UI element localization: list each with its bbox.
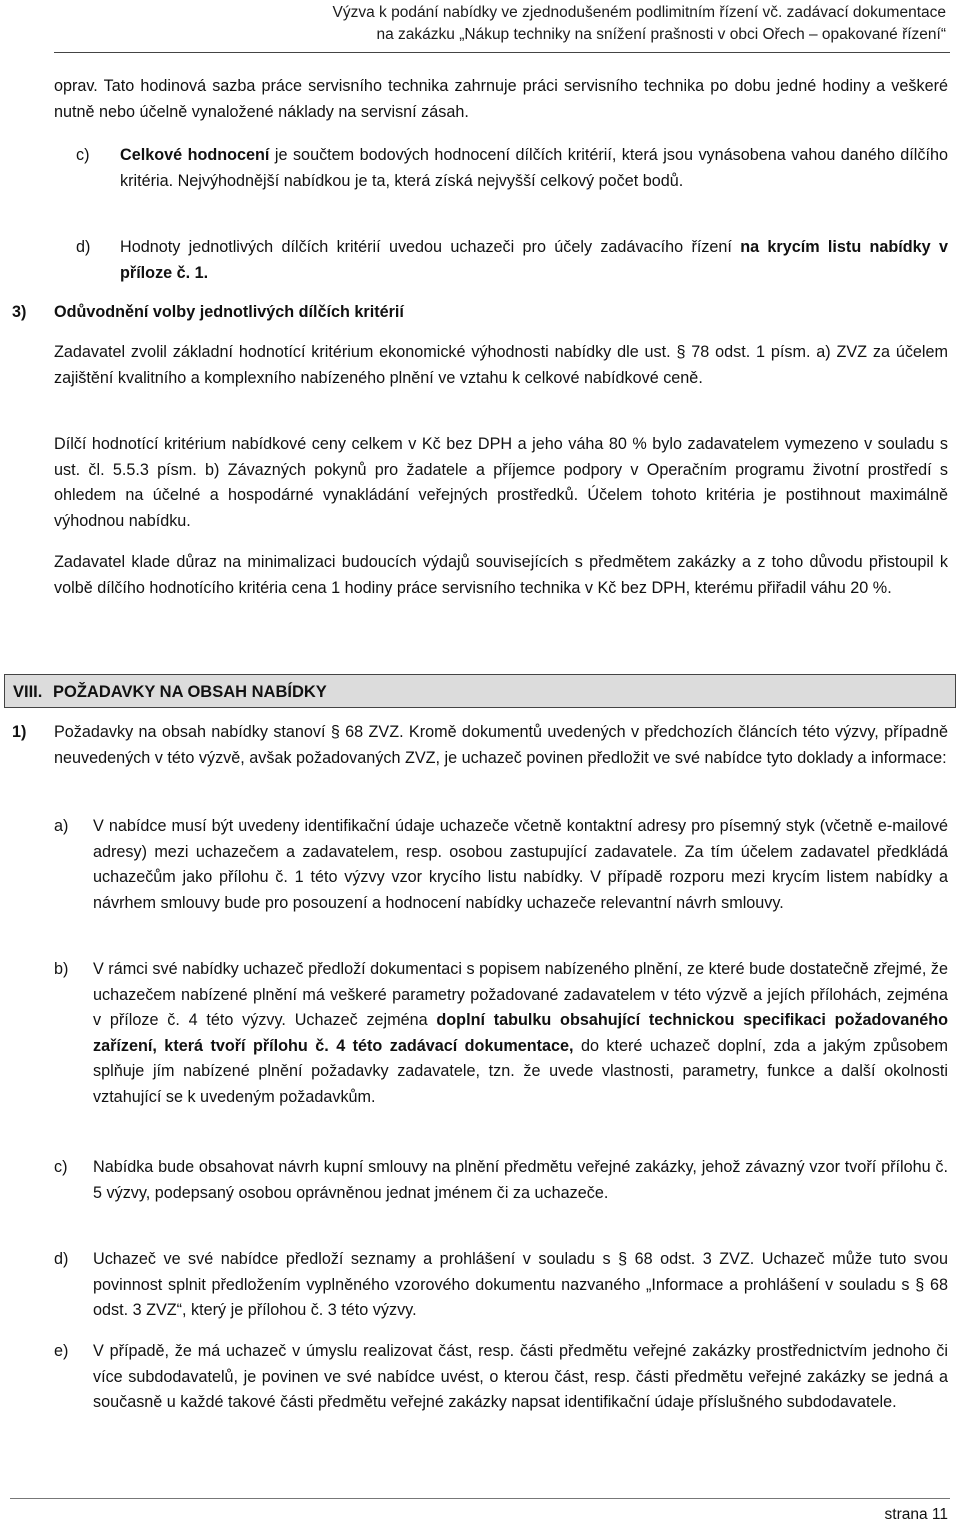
section-3-number: 3)	[12, 303, 27, 321]
requirement-c	[54, 1155, 948, 1235]
page-header	[333, 2, 946, 46]
section-3-paragraph-2	[54, 432, 948, 534]
header-line-2: na zakázku „Nákup techniky na snížení prašnosti v obci Ořech – opakované řízení“	[376, 26, 946, 43]
requirement-e	[54, 1339, 948, 1449]
intro-text: oprav. Tato hodinová sazba práce servisního technika zahrnuje práci servisního technika po dobu jedné hodiny a veškeré nutně nebo účelně vynaložené náklady na servisní zásah.	[54, 77, 948, 121]
section-3-p2-text: Dílčí hodnotící kritérium nabídkové ceny celkem v Kč bez DPH a jeho váha 80 % bylo zadavatelem vymezeno v souladu s ust. čl. 5.5.3 písm. b) Závazných pokynů pro žadatele a příjemce podpory v Operačním programu životní prostředí s ohledem na účelné a hospodárné vynakládání veřejných prostředků. Účelem tohoto kritéria je postihnout maximálně výhodnou nabídku.	[54, 435, 948, 530]
item-d-label: d)	[76, 238, 91, 256]
req-b-text-1: V rámci své nabídky uchazeč předloží dokumentaci s popisem nabízeného plnění, ze které bude dostatečně zřejmé, že uchazečem nabízené plnění má veškeré parametry požadované zadavatelem v této výzvě a jejích přílohách, zejména v příloze č. 4 této výzvy. Uchazeč zejména	[93, 960, 948, 1029]
item-d-bold: na krycím listu nabídky v příloze č. 1.	[120, 238, 948, 282]
section-3-title: Odůvodnění volby jednotlivých dílčích kritérií	[54, 303, 404, 321]
req-a-label: a)	[54, 817, 69, 835]
requirement-a	[54, 814, 948, 944]
req-a-text: V nabídce musí být uvedeny identifikační údaje uchazeče včetně kontaktní adresy pro písemný styk (včetně e-mailové adresy) mezi uchazečem a zadavatelem, resp. osobou zastupující zadavatele. Za tím účelem zadavatel předkládá uchazečům jako přílohu č. 1 této výzvy vzor krycího listu nabídky. V případě rozporu mezi krycím listem nabídky a návrhem smlouvy bude pro posouzení a hodnocení nabídky uchazeče relevantní návrh smlouvy.	[93, 817, 948, 912]
req-e-label: e)	[54, 1342, 69, 1360]
criteria-item-c	[76, 143, 948, 223]
item-c-label: c)	[76, 146, 90, 164]
section-8-title: POŽADAVKY NA OBSAH NABÍDKY	[53, 683, 327, 701]
section-3-paragraph-3	[54, 550, 948, 601]
req-1-label: 1)	[12, 723, 27, 741]
header-line-1: Výzva k podání nabídky ve zjednodušeném podlimitním řízení vč. zadávací dokumentace	[332, 4, 946, 21]
req-b-bold: doplní tabulku obsahující technickou specifikaci požadovaného zařízení, která tvoří přílohu č. 4 této zadávací dokumentace,	[93, 1011, 948, 1055]
intro-paragraph	[54, 74, 948, 125]
section-8-heading-bar	[4, 674, 956, 708]
section-3-p3-text: Zadavatel klade důraz na minimalizaci budoucích výdajů souvisejících s předmětem zakázky a z toho důvodu přistoupil k volbě dílčího hodnotícího kritéria cena 1 hodiny práce servisního technika v Kč bez DPH, kterému přiřadil váhu 20 %.	[54, 553, 948, 597]
req-d-label: d)	[54, 1250, 69, 1268]
req-c-label: c)	[54, 1158, 68, 1176]
req-b-text-2: do které uchazeč doplní, zda a jakým způsobem splňuje jím nabízené plnění požadavky zadavatele, tzn. že uvede vlastnosti, parametry, funkce a další okolnosti vztahující se k uvedeným požadavkům.	[93, 1036, 948, 1106]
requirement-b	[54, 957, 948, 1147]
req-1-text: Požadavky na obsah nabídky stanoví § 68 ZVZ. Kromě dokumentů uvedených v předchozích článcích této výzvy, případně neuvedených v této výzvě, avšak požadovaných ZVZ, je uchazeč povinen předložit ve své nabídce tyto doklady a informace:	[54, 723, 948, 767]
section-3-p1-text: Zadavatel zvolil základní hodnotící kritérium ekonomické výhodnosti nabídky dle ust. § 78 odst. 1 písm. a) ZVZ za účelem zajištění kvalitního a komplexního nabízeného plnění ve vztahu k celkové nabídkové ceně.	[54, 343, 948, 387]
section-3-heading	[12, 300, 948, 326]
page-number: strana 11	[884, 1506, 948, 1523]
req-b-label: b)	[54, 960, 69, 978]
req-c-text: Nabídka bude obsahovat návrh kupní smlouvy na plnění předmětu veřejné zakázky, jehož závazný vzor tvoří přílohu č. 5 výzvy, podepsaný osobou oprávněnou jednat jménem či za uchazeče.	[93, 1158, 948, 1202]
req-e-text: V případě, že má uchazeč v úmyslu realizovat část, resp. části předmětu veřejné zakázky prostřednictvím jednoho či více subdodavatelů, je povinen ve své nabídce uvést, o kterou část, resp. části předmětu veřejné zakázky se jedná a současně u každé takové části předmětu veřejné zakázky napsat identifikační údaje příslušného subdodavatele.	[93, 1342, 948, 1411]
requirement-d	[54, 1247, 948, 1327]
section-3-paragraph-1	[54, 340, 948, 391]
item-c-bold: Celkové hodnocení	[120, 146, 270, 164]
footer-divider	[10, 1498, 950, 1499]
section-8-number: VIII.	[13, 683, 43, 701]
header-divider	[54, 52, 950, 53]
item-d-text: Hodnoty jednotlivých dílčích kritérií uvedou uchazeči pro účely zadávacího řízení	[120, 238, 741, 256]
criteria-item-d	[76, 235, 948, 287]
req-d-text: Uchazeč ve své nabídce předloží seznamy a prohlášení v souladu s § 68 odst. 3 ZVZ. Uchazeč může tuto svou povinnost splnit předložením vyplněného vzorového dokumentu nazvaného „Informace a prohlášení v souladu s § 68 odst. 3 ZVZ“, který je přílohou č. 3 této výzvy.	[93, 1250, 948, 1319]
requirement-1	[12, 720, 948, 798]
item-c-text: je součtem bodových hodnocení dílčích kritérií, která jsou vynásobena vahou daného dílčího kritéria. Nejvýhodnější nabídkou je ta, která získá nejvyšší celkový počet bodů.	[120, 146, 948, 190]
